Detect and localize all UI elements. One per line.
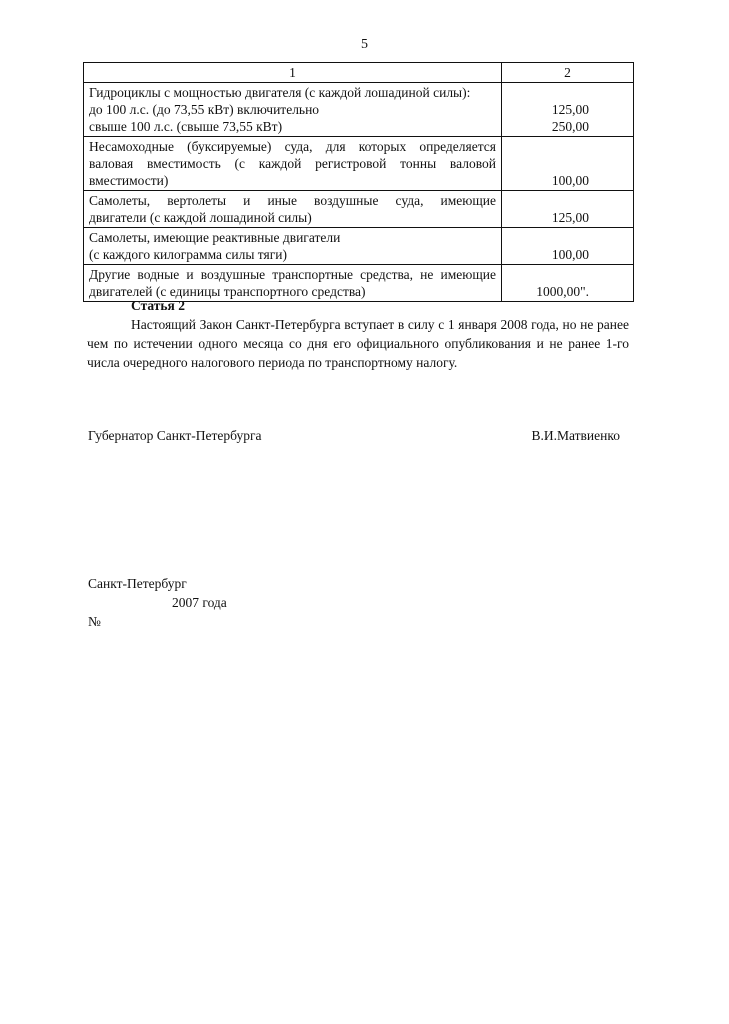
description-line: Самолеты, имеющие реактивные двигатели — [89, 230, 341, 245]
row-rate — [502, 191, 634, 228]
row-description — [84, 191, 502, 228]
description-line: вместимости) — [89, 173, 169, 188]
row-rate — [502, 83, 634, 137]
description-line: Самолеты, вертолеты и иные воздушные суда, имеющие — [89, 193, 496, 208]
row-description — [84, 137, 502, 191]
article-2 — [87, 296, 629, 372]
rate-value: 250,00 — [551, 119, 589, 134]
column-header-2: 2 — [502, 63, 634, 83]
city: Санкт-Петербург — [88, 576, 187, 591]
description-line: (с каждого килограмма силы тяги) — [89, 247, 287, 262]
signatory-name: В.И.Матвиенко — [531, 428, 620, 443]
table-row-watercraft — [84, 83, 634, 137]
rate-value: 1000,00". — [536, 284, 589, 299]
row-description — [84, 228, 502, 265]
description-line: до 100 л.с. (до 73,55 кВт) включительно — [89, 102, 320, 117]
row-rate — [502, 137, 634, 191]
table-row-jet-aircraft — [84, 228, 634, 265]
rate-value: 100,00 — [551, 247, 589, 262]
article-title: Статья 2 — [131, 298, 185, 313]
rate-value: 125,00 — [551, 210, 589, 225]
page-number: 5 — [361, 37, 368, 52]
place-and-date — [88, 574, 227, 631]
description-line: валовая вместимость (с каждой регистровой тонны валовой — [89, 156, 496, 171]
year: 2007 года — [172, 595, 227, 610]
article-text: Настоящий Закон Санкт-Петербурга вступает в силу с 1 января 2008 года, но не ранее чем по истечении одного месяца со дня его официального опубликования и не ранее 1-го числа очередного налогового периода по транспортному налогу. — [87, 317, 629, 370]
row-rate — [502, 228, 634, 265]
table-header-row — [84, 63, 634, 83]
description-line: двигатели (с каждой лошадиной силы) — [89, 210, 312, 225]
row-description — [84, 83, 502, 137]
column-header-1: 1 — [84, 63, 502, 83]
rate-value: 125,00 — [551, 102, 589, 117]
description-line: двигателей (с единицы транспортного средства) — [89, 284, 366, 299]
description-line: Несамоходные (буксируемые) суда, для которых определяется — [89, 139, 496, 154]
document-number: № — [88, 614, 101, 629]
description-line: Другие водные и воздушные транспортные средства, не имеющие — [89, 267, 496, 282]
tax-rate-table — [83, 62, 634, 302]
table-row-aircraft — [84, 191, 634, 228]
signatory-position: Губернатор Санкт-Петербурга — [88, 428, 262, 443]
rate-value: 100,00 — [551, 173, 589, 188]
description-line: свыше 100 л.с. (свыше 73,55 кВт) — [89, 119, 283, 134]
description-line: Гидроциклы с мощностью двигателя (с каждой лошадиной силы): — [89, 85, 471, 100]
table-row-towed-vessels — [84, 137, 634, 191]
